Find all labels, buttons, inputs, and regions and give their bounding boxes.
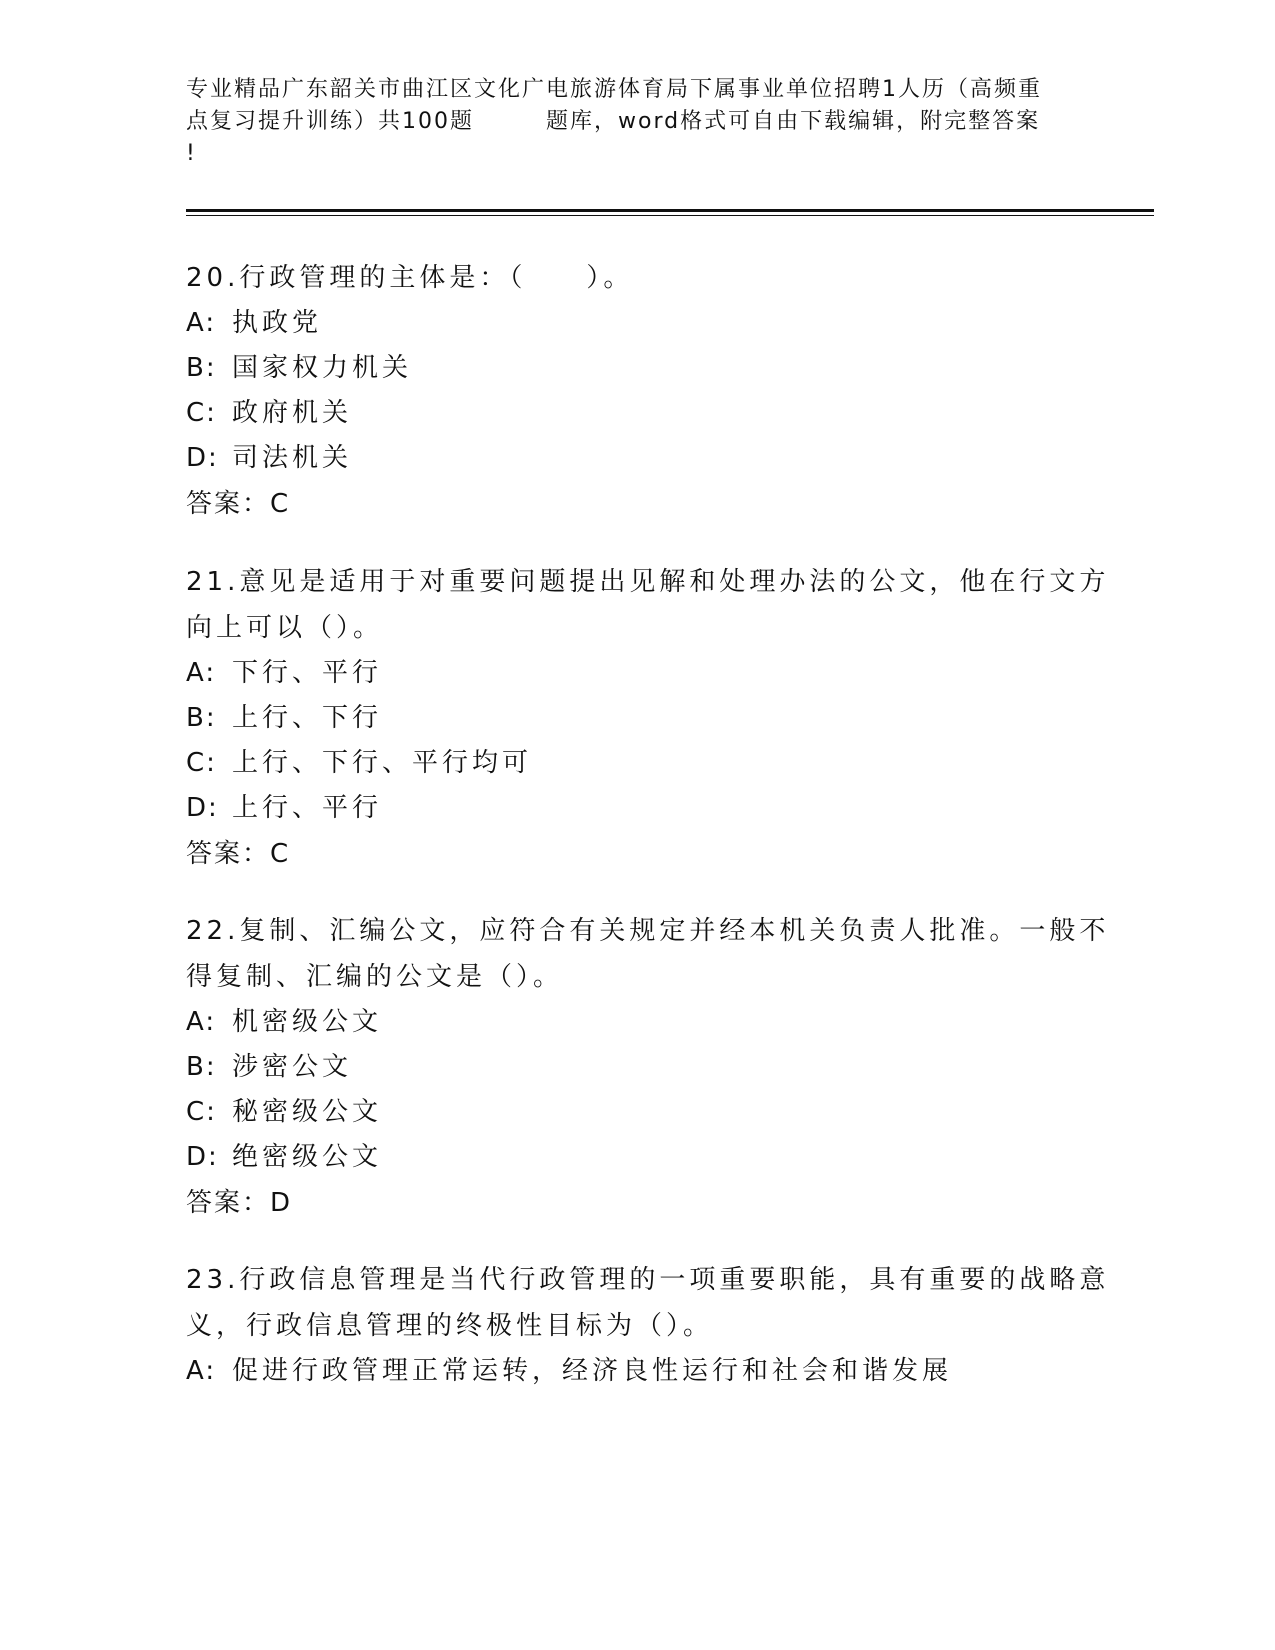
option-a <box>186 1000 1086 1045</box>
option-text: 机密级公文 <box>232 1007 383 1037</box>
answer-value: C <box>270 839 291 869</box>
stem-line: 22.复制、汇编公文，应符合有关规定并经本机关负责人批准。一般不 <box>186 916 1110 946</box>
question-23 <box>186 1257 1110 1394</box>
option-key: D: <box>186 443 219 473</box>
answer-value: D <box>270 1188 293 1218</box>
option-d <box>186 786 1086 831</box>
option-key: D: <box>186 793 219 823</box>
header-line-2b: 题库，word格式可自由下载编辑，附完整答案 <box>546 109 1041 134</box>
option-text: 涉密公文 <box>232 1052 353 1082</box>
answer-line <box>186 831 1086 877</box>
option-text: 绝密级公文 <box>232 1142 383 1172</box>
option-a <box>186 1349 1086 1394</box>
option-key: B: <box>186 1052 217 1082</box>
option-b <box>186 346 1086 391</box>
option-key: B: <box>186 703 217 733</box>
option-key: C: <box>186 1097 217 1127</box>
answer-value: C <box>270 489 291 519</box>
option-c <box>186 741 1086 786</box>
option-key: A: <box>186 308 217 338</box>
answer-label: 答案： <box>186 1188 271 1218</box>
stem-line: 20.行政管理的主体是：（ ）。 <box>186 263 634 293</box>
option-text: 国家权力机关 <box>232 353 413 383</box>
answer-line <box>186 481 1086 527</box>
answer-label: 答案： <box>186 489 271 519</box>
option-b <box>186 1045 1086 1090</box>
question-stem <box>186 1257 1110 1349</box>
option-text: 执政党 <box>232 308 323 338</box>
option-key: A: <box>186 1356 217 1386</box>
question-stem <box>186 908 1110 1000</box>
option-text: 上行、下行、平行均可 <box>232 748 533 778</box>
option-key: C: <box>186 398 217 428</box>
document-header <box>186 74 1086 170</box>
option-text: 秘密级公文 <box>232 1097 383 1127</box>
question-stem <box>186 559 1110 651</box>
option-c <box>186 1090 1086 1135</box>
option-key: A: <box>186 1007 217 1037</box>
header-line-1: 专业精品广东韶关市曲江区文化广电旅游体育局下属事业单位招聘1人历（高频重 <box>186 77 1042 102</box>
stem-line: 义，行政信息管理的终极性目标为（）。 <box>186 1311 714 1341</box>
option-key: C: <box>186 748 217 778</box>
stem-line: 向上可以（）。 <box>186 613 384 643</box>
option-c <box>186 391 1086 436</box>
stem-line: 21.意见是适用于对重要问题提出见解和处理办法的公文，他在行文方 <box>186 567 1110 597</box>
option-key: A: <box>186 658 217 688</box>
option-d <box>186 1135 1086 1180</box>
header-line-3: ! <box>186 141 197 166</box>
option-key: B: <box>186 353 217 383</box>
question-21 <box>186 559 1110 877</box>
option-text: 促进行政管理正常运转，经济良性运行和社会和谐发展 <box>232 1356 953 1386</box>
answer-label: 答案： <box>186 839 271 869</box>
option-a <box>186 301 1086 346</box>
option-text: 上行、下行 <box>232 703 383 733</box>
option-text: 下行、平行 <box>232 658 383 688</box>
header-line-2 <box>186 106 1086 138</box>
option-a <box>186 651 1086 696</box>
header-line-2a: 点复习提升训练）共100题 <box>186 109 474 134</box>
question-stem <box>186 255 1086 301</box>
option-d <box>186 436 1086 481</box>
question-20 <box>186 255 1086 527</box>
stem-line: 得复制、汇编的公文是（）。 <box>186 962 564 992</box>
stem-line: 23.行政信息管理是当代行政管理的一项重要职能，具有重要的战略意 <box>186 1265 1110 1295</box>
answer-line <box>186 1180 1086 1226</box>
header-divider-thin <box>186 215 1154 216</box>
option-key: D: <box>186 1142 219 1172</box>
option-b <box>186 696 1086 741</box>
question-22 <box>186 908 1110 1226</box>
header-divider-thick <box>186 209 1154 212</box>
option-text: 政府机关 <box>232 398 353 428</box>
option-text: 司法机关 <box>232 443 353 473</box>
option-text: 上行、平行 <box>232 793 383 823</box>
